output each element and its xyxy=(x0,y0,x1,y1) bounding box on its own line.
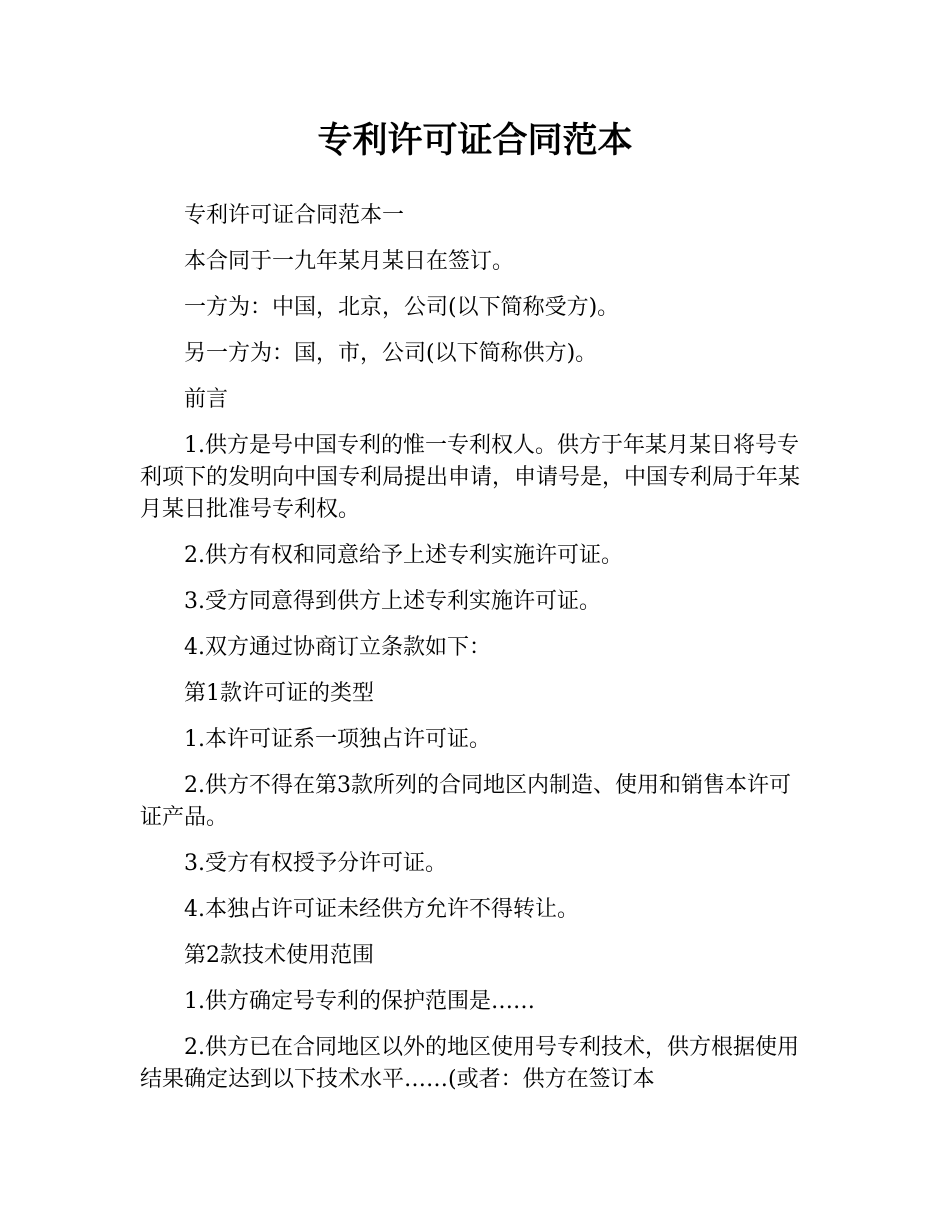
paragraph-article-1-item-3: 3.受方有权授予分许可证。 xyxy=(184,851,447,876)
paragraph-article-1-item-1: 1.本许可证系一项独占许可证。 xyxy=(184,727,491,752)
paragraph-preface-3: 3.受方同意得到供方上述专利实施许可证。 xyxy=(184,589,601,614)
paragraph-article-2-item-1: 1.供方确定号专利的保护范围是…… xyxy=(184,989,535,1014)
paragraph-heading-contract-1: 专利许可证合同范本一 xyxy=(184,203,405,228)
paragraph-party-licensor: 另一方为：国，市，公司(以下简称供方)。 xyxy=(184,341,598,366)
paragraph-article-1-item-4: 4.本独占许可证未经供方允许不得转让。 xyxy=(184,897,579,922)
paragraph-party-licensee: 一方为：中国，北京，公司(以下简称受方)。 xyxy=(184,295,620,320)
paragraph-article-2-heading: 第2款技术使用范围 xyxy=(184,943,374,968)
paragraph-preface-2: 2.供方有权和同意给予上述专利实施许可证。 xyxy=(184,543,623,568)
paragraph-article-1-heading: 第1款许可证的类型 xyxy=(184,681,374,706)
paragraph-article-1-item-2: 2.供方不得在第3款所列的合同地区内制造、使用和销售本许可证产品。 xyxy=(140,773,791,830)
paragraph-preface-heading: 前言 xyxy=(184,387,229,412)
document-title: 专利许可证合同范本 xyxy=(317,121,633,161)
paragraph-signing-date: 本合同于一九年某月某日在签订。 xyxy=(184,249,515,274)
paragraph-article-2-item-2: 2.供方已在合同地区以外的地区使用号专利技术，供方根据使用结果确定达到以下技术水平……(或者：供方在签订本 xyxy=(140,1035,799,1092)
document-body xyxy=(140,200,812,1110)
paragraph-preface-1: 1.供方是号中国专利的惟一专利权人。供方于年某月某日将号专利项下的发明向中国专利局提出申请，申请号是，中国专利局于年某月某日批准号专利权。 xyxy=(140,433,801,522)
paragraph-preface-4: 4.双方通过协商订立条款如下： xyxy=(184,635,491,660)
